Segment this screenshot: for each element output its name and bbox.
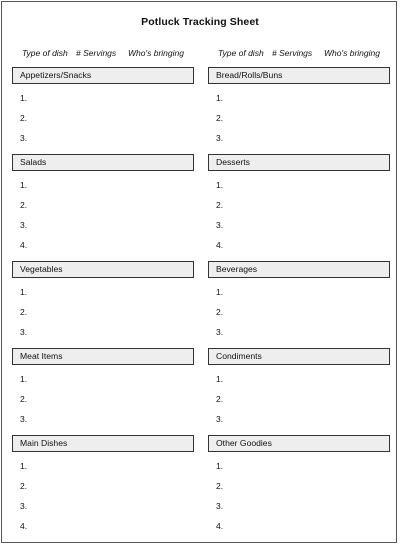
item-list	[208, 452, 390, 536]
header-servings: # Servings	[272, 48, 313, 58]
category-section	[12, 154, 194, 255]
item-list	[12, 365, 194, 429]
item-list	[12, 278, 194, 342]
list-item: 2.	[20, 481, 28, 491]
category-section	[208, 435, 390, 536]
category-header: Desserts	[208, 154, 390, 171]
list-item: 3.	[216, 133, 224, 143]
item-list	[208, 84, 390, 148]
category-header: Bread/Rolls/Buns	[208, 67, 390, 84]
list-item: 1.	[20, 180, 28, 190]
header-servings: # Servings	[76, 48, 117, 58]
list-item: 1.	[20, 374, 28, 384]
item-list	[208, 171, 390, 255]
category-header: Appetizers/Snacks	[12, 67, 194, 84]
category-header: Meat Items	[12, 348, 194, 365]
category-header: Salads	[12, 154, 194, 171]
list-item: 3.	[20, 327, 28, 337]
list-item: 2.	[216, 394, 224, 404]
list-item: 2.	[216, 113, 224, 123]
list-item: 3.	[216, 327, 224, 337]
category-header: Other Goodies	[208, 435, 390, 452]
left-column	[12, 48, 194, 536]
list-item: 2.	[216, 307, 224, 317]
right-column	[208, 48, 390, 536]
header-type-of-dish: Type of dish	[218, 48, 264, 58]
column-headers	[12, 48, 194, 62]
category-header: Vegetables	[12, 261, 194, 278]
list-item: 3.	[216, 414, 224, 424]
category-section	[208, 348, 390, 429]
list-item: 3.	[20, 220, 28, 230]
category-header: Beverages	[208, 261, 390, 278]
list-item: 1.	[216, 180, 224, 190]
column-headers	[208, 48, 390, 62]
list-item: 1.	[216, 374, 224, 384]
category-section	[208, 154, 390, 255]
list-item: 1.	[20, 461, 28, 471]
list-item: 2.	[216, 481, 224, 491]
item-list	[208, 365, 390, 429]
item-list	[12, 84, 194, 148]
item-list	[12, 171, 194, 255]
list-item: 4.	[216, 521, 224, 531]
category-section	[208, 67, 390, 148]
category-header: Condiments	[208, 348, 390, 365]
header-whos-bringing: Who's bringing	[324, 48, 380, 58]
list-item: 3.	[20, 133, 28, 143]
item-list	[12, 452, 194, 536]
category-header: Main Dishes	[12, 435, 194, 452]
list-item: 1.	[216, 461, 224, 471]
page-title: Potluck Tracking Sheet	[141, 16, 259, 28]
list-item: 4.	[20, 240, 28, 250]
category-section	[12, 348, 194, 429]
list-item: 2.	[216, 200, 224, 210]
list-item: 1.	[216, 93, 224, 103]
list-item: 2.	[20, 394, 28, 404]
list-item: 1.	[216, 287, 224, 297]
list-item: 3.	[216, 501, 224, 511]
list-item: 4.	[216, 240, 224, 250]
header-whos-bringing: Who's bringing	[128, 48, 184, 58]
category-section	[12, 67, 194, 148]
item-list	[208, 278, 390, 342]
category-section	[12, 435, 194, 536]
list-item: 1.	[20, 93, 28, 103]
list-item: 2.	[20, 113, 28, 123]
list-item: 3.	[20, 414, 28, 424]
list-item: 1.	[20, 287, 28, 297]
list-item: 4.	[20, 521, 28, 531]
list-item: 2.	[20, 200, 28, 210]
list-item: 3.	[20, 501, 28, 511]
list-item: 3.	[216, 220, 224, 230]
category-section	[12, 261, 194, 342]
header-type-of-dish: Type of dish	[22, 48, 68, 58]
list-item: 2.	[20, 307, 28, 317]
category-section	[208, 261, 390, 342]
